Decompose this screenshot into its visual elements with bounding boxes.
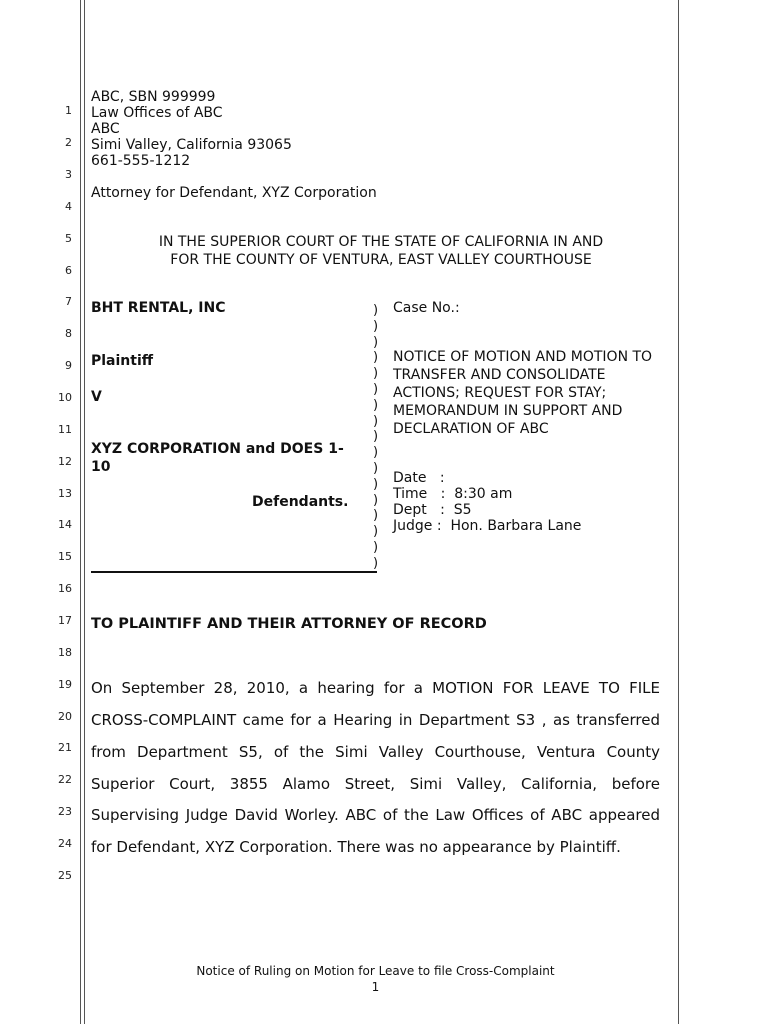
margin-rule-left-inner: [84, 0, 85, 1024]
body-line: CROSS-COMPLAINT came for a Hearing in Department S3 , as transferred: [91, 711, 660, 729]
hearing-date: Date :: [393, 470, 445, 486]
caption-underline: [91, 571, 377, 573]
line-number: 7: [65, 295, 72, 308]
caption-paren: ): [373, 524, 379, 540]
line-number: 22: [58, 773, 72, 786]
line-number: 16: [58, 582, 72, 595]
line-number: 4: [65, 200, 72, 213]
motion-title-line: MEMORANDUM IN SUPPORT AND: [393, 403, 623, 419]
line-number: 5: [65, 232, 72, 245]
caption-paren: ): [373, 381, 379, 397]
line-number: 1: [65, 104, 72, 117]
line-number: 2: [65, 136, 72, 149]
attorney-city: Simi Valley, California 93065: [91, 137, 292, 153]
body-line: On September 28, 2010, a hearing for a MOTION FOR LEAVE TO FILE: [91, 679, 660, 697]
defendant-name-line2: 10: [91, 459, 111, 475]
motion-title-line: TRANSFER AND CONSOLIDATE: [393, 367, 606, 383]
court-title-line2: FOR THE COUNTY OF VENTURA, EAST VALLEY COURTHOUSE: [170, 252, 592, 268]
caption-paren: ): [373, 429, 379, 445]
line-number: 13: [58, 487, 72, 500]
line-number: 21: [58, 741, 72, 754]
caption-paren: ): [373, 492, 379, 508]
line-number: 19: [58, 678, 72, 691]
caption-paren: ): [373, 460, 379, 476]
caption-paren: ): [373, 366, 379, 382]
caption-paren: ): [373, 476, 379, 492]
line-number: 24: [58, 837, 72, 850]
caption-paren: ): [373, 334, 379, 350]
body-line: Supervising Judge David Worley. ABC of the Law Offices of ABC appeared: [91, 806, 660, 824]
line-number: 20: [58, 710, 72, 723]
motion-title-line: ACTIONS; REQUEST FOR STAY;: [393, 385, 607, 401]
line-number: 12: [58, 455, 72, 468]
line-number: 23: [58, 805, 72, 818]
attorney-role: Attorney for Defendant, XYZ Corporation: [91, 185, 377, 201]
attorney-firm: Law Offices of ABC: [91, 105, 223, 121]
line-number: 9: [65, 359, 72, 372]
margin-rule-left-outer: [80, 0, 81, 1024]
line-number: 6: [65, 264, 72, 277]
caption-paren: ): [373, 508, 379, 524]
plaintiff-label: Plaintiff: [91, 353, 154, 369]
caption-paren-column: [373, 303, 383, 572]
caption-paren: ): [373, 350, 379, 366]
line-number: 8: [65, 327, 72, 340]
caption-paren: ): [373, 445, 379, 461]
versus-label: V: [91, 389, 102, 405]
attorney-line3: ABC: [91, 121, 120, 137]
line-number: 3: [65, 168, 72, 181]
caption-paren: ): [373, 397, 379, 413]
motion-title-line: DECLARATION OF ABC: [393, 421, 549, 437]
footer-title: Notice of Ruling on Motion for Leave to file Cross-Complaint: [196, 964, 555, 978]
margin-rule-right: [678, 0, 679, 1024]
motion-title-line: NOTICE OF MOTION AND MOTION TO: [393, 349, 653, 365]
line-number: 11: [58, 423, 72, 436]
caption-paren: ): [373, 318, 379, 334]
attorney-phone: 661-555-1212: [91, 153, 191, 169]
caption-paren: ): [373, 555, 379, 571]
body-line: Superior Court, 3855 Alamo Street, Simi Valley, California, before: [91, 775, 660, 793]
salutation-heading: TO PLAINTIFF AND THEIR ATTORNEY OF RECORD: [91, 616, 487, 632]
plaintiff-name: BHT RENTAL, INC: [91, 300, 226, 316]
hearing-judge: Judge : Hon. Barbara Lane: [393, 518, 582, 534]
caption-paren: ): [373, 413, 379, 429]
line-number: 25: [58, 869, 72, 882]
page-number: 1: [371, 980, 380, 994]
court-title-line1: IN THE SUPERIOR COURT OF THE STATE OF CALIFORNIA IN AND: [158, 234, 604, 250]
case-number-label: Case No.:: [393, 300, 460, 316]
line-number: 18: [58, 646, 72, 659]
line-number: 10: [58, 391, 72, 404]
line-number: 15: [58, 550, 72, 563]
hearing-time: Time : 8:30 am: [393, 486, 513, 502]
body-line: for Defendant, XYZ Corporation. There was no appearance by Plaintiff.: [91, 838, 621, 856]
caption-paren: ): [373, 303, 379, 318]
hearing-dept: Dept : S5: [393, 502, 472, 518]
body-line: from Department S5, of the Simi Valley Courthouse, Ventura County: [91, 743, 660, 761]
attorney-name-bar: ABC, SBN 999999: [91, 89, 216, 105]
defendants-label: Defendants.: [252, 494, 349, 510]
line-number: 17: [58, 614, 72, 627]
line-number: 14: [58, 518, 72, 531]
defendant-name-line1: XYZ CORPORATION and DOES 1-: [91, 441, 344, 457]
caption-paren: ): [373, 539, 379, 555]
